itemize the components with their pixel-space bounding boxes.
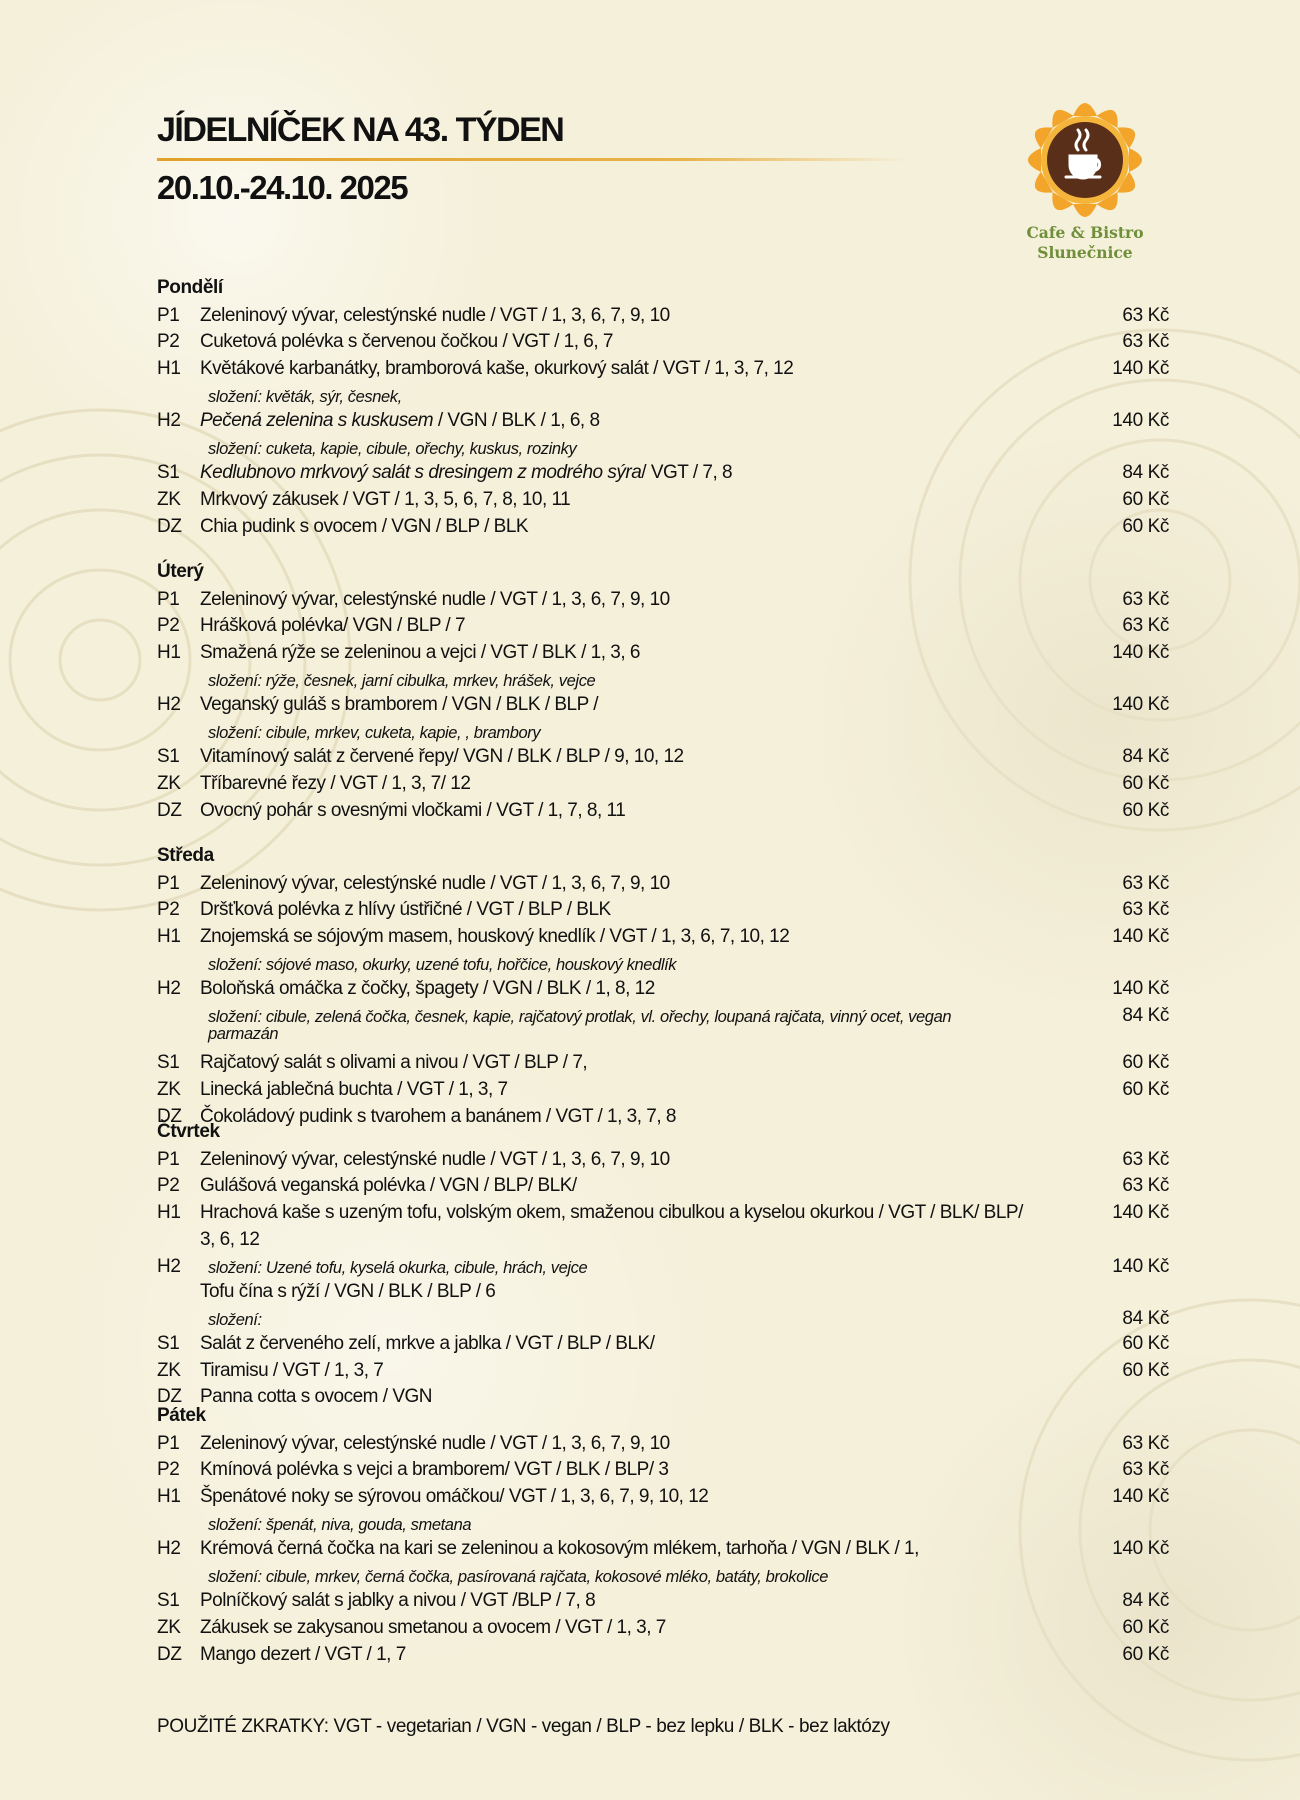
item-price: 60 Kč	[1122, 1078, 1169, 1100]
day-heading: Pátek	[157, 1405, 206, 1426]
dish-ingredients: složení: špenát, niva, gouda, smetana	[208, 1515, 472, 1534]
day-heading: Čtvrtek	[157, 1121, 220, 1142]
item-code: S1	[157, 1052, 180, 1074]
dish-ingredients-continued: parmazán	[208, 1024, 279, 1043]
item-price: 140 Kč	[1112, 358, 1169, 380]
item-price: 63 Kč	[1122, 1148, 1169, 1170]
dish-details: Zeleninový vývar, celestýnské nudle / VGT / 1, 3, 6, 7, 9, 10	[200, 1148, 670, 1170]
dish-details: Veganský guláš s bramborem / VGN / BLK / BLP /	[200, 694, 599, 716]
dish-ingredients: složení: cuketa, kapie, cibule, ořechy, kuskus, rozinky	[208, 439, 577, 458]
dish-ingredients: složení: cibule, mrkev, cuketa, kapie, , brambory	[208, 723, 541, 742]
item-code: H2	[157, 410, 181, 432]
dish-details: Dršťková polévka z hlívy ústřičné / VGT / BLP / BLK	[200, 899, 611, 921]
dish-details: Panna cotta s ovocem / VGN	[200, 1386, 433, 1408]
dish-details: Zákusek se zakysanou smetanou a ovocem / VGT / 1, 3, 7	[200, 1616, 666, 1638]
day-heading: Středa	[157, 845, 214, 866]
item-price: 84 Kč	[1122, 1307, 1169, 1329]
dish-details: Smažená rýže se zeleninou a vejci / VGT / BLK / 1, 3, 6	[200, 642, 640, 664]
item-code: P1	[157, 1432, 180, 1454]
dish-name	[200, 1360, 383, 1382]
item-code: ZK	[157, 488, 181, 510]
menu-date-range: 20.10.-24.10. 2025	[157, 169, 408, 206]
dish-details: Polníčkový salát s jablky a nivou / VGT /BLP / 7, 8	[200, 1590, 596, 1612]
dish-details: Květákové karbanátky, bramborová kaše, okurkový salát / VGT / 1, 3, 7, 12	[200, 358, 794, 380]
dish-details: Krémová černá čočka na kari se zeleninou a kokosovým mlékem, tarhoňa / VGN / BLK / 1,	[200, 1538, 919, 1560]
dish-name	[200, 305, 670, 327]
item-code: P2	[157, 1175, 180, 1197]
item-price: 63 Kč	[1122, 1175, 1169, 1197]
item-code: DZ	[157, 1386, 182, 1408]
item-code: ZK	[157, 1359, 181, 1381]
dish-name	[200, 1106, 676, 1128]
item-code: S1	[157, 1332, 180, 1354]
item-price: 140 Kč	[1112, 1538, 1169, 1560]
item-price: 60 Kč	[1122, 1332, 1169, 1354]
dish-ingredients: složení: cibule, mrkev, černá čočka, pasírovaná rajčata, kokosové mléko, batáty, brokolice	[208, 1567, 829, 1586]
dish-name	[200, 462, 732, 484]
dish-details: Hrášková polévka/ VGN / BLP / 7	[200, 615, 466, 637]
dish-details: Cuketová polévka s červenou čočkou / VGT / 1, 6, 7	[200, 331, 613, 353]
dish-name	[200, 1590, 595, 1612]
item-price: 140 Kč	[1112, 1255, 1169, 1277]
item-code: H1	[157, 1202, 181, 1224]
dish-details: Zeleninový vývar, celestýnské nudle / VGT / 1, 3, 6, 7, 9, 10	[200, 1432, 670, 1454]
item-code: P2	[157, 615, 180, 637]
dish-details: Chia pudink s ovocem / VGN / BLP / BLK	[200, 515, 529, 537]
item-price: 84 Kč	[1122, 1004, 1169, 1026]
dish-details: Špenátové noky se sýrovou omáčkou/ VGT / 1, 3, 6, 7, 9, 10, 12	[200, 1486, 709, 1508]
dish-details: Zeleninový vývar, celestýnské nudle / VGT / 1, 3, 6, 7, 9, 10	[200, 872, 670, 894]
dish-details: Linecká jablečná buchta / VGT / 1, 3, 7	[200, 1078, 508, 1100]
item-price: 60 Kč	[1122, 1643, 1169, 1665]
dish-name	[200, 358, 793, 380]
item-price: 63 Kč	[1122, 331, 1169, 353]
dish-name	[200, 899, 611, 921]
item-code: H2	[157, 694, 181, 716]
dish-name	[200, 410, 600, 432]
item-code: S1	[157, 1590, 180, 1612]
item-price: 140 Kč	[1112, 694, 1169, 716]
dish-name	[200, 589, 670, 611]
dish-name	[200, 1433, 670, 1455]
item-code: DZ	[157, 1105, 182, 1127]
dish-name	[200, 489, 570, 511]
item-price: 84 Kč	[1122, 462, 1169, 484]
item-code: P1	[157, 304, 180, 326]
item-code: H2	[157, 1255, 181, 1277]
item-price: 84 Kč	[1122, 1590, 1169, 1612]
item-code: ZK	[157, 772, 181, 794]
item-price: 140 Kč	[1112, 1202, 1169, 1224]
dish-ingredients: složení: rýže, česnek, jarní cibulka, mrkev, hrášek, vejce	[208, 671, 596, 690]
item-price: 140 Kč	[1112, 926, 1169, 948]
dish-name	[200, 516, 528, 538]
dish-name	[200, 1333, 654, 1355]
dish-details: Zeleninový vývar, celestýnské nudle / VGT / 1, 3, 6, 7, 9, 10	[200, 304, 670, 326]
dish-details: Boloňská omáčka z čočky, špagety / VGN / BLK / 1, 8, 12	[200, 978, 655, 1000]
dish-name	[200, 1052, 587, 1074]
dish-details: Mango dezert / VGT / 1, 7	[200, 1643, 406, 1665]
item-code: ZK	[157, 1616, 181, 1638]
dish-name	[200, 642, 640, 664]
item-price: 140 Kč	[1112, 410, 1169, 432]
dish-name	[200, 746, 684, 768]
dish-details: Rajčatový salát s olivami a nivou / VGT / BLP / 7,	[200, 1052, 588, 1074]
dish-name	[200, 1486, 708, 1508]
dish-details: Mrkvový zákusek / VGT / 1, 3, 5, 6, 7, 8, 10, 11	[200, 488, 571, 510]
day-heading: Úterý	[157, 561, 204, 582]
dish-name	[200, 1617, 666, 1639]
dish-name	[200, 1386, 432, 1408]
item-code: P1	[157, 872, 180, 894]
dish-name	[200, 1079, 508, 1101]
dish-name-continued: 3, 6, 12	[200, 1228, 260, 1250]
dish-name-italic: Kedlubnovo mrkvový salát s dresingem z modrého sýra	[200, 462, 642, 484]
dish-name	[200, 926, 789, 948]
dish-details: Čokoládový pudink s tvarohem a banánem / VGT / 1, 3, 7, 8	[200, 1105, 676, 1127]
dish-details: / VGT / 7, 8	[641, 462, 733, 484]
item-price: 140 Kč	[1112, 1486, 1169, 1508]
dish-ingredients: složení: cibule, zelená čočka, česnek, kapie, rajčatový protlak, vl. ořechy, loupaná rajčata, vinný ocet, vegan	[208, 1007, 952, 1026]
item-code: H1	[157, 1486, 181, 1508]
item-price: 63 Kč	[1122, 872, 1169, 894]
item-price: 63 Kč	[1122, 1459, 1169, 1481]
dish-name	[200, 1281, 495, 1303]
item-code: H1	[157, 358, 181, 380]
item-code: DZ	[157, 515, 182, 537]
dish-details: / VGN / BLK / 1, 6, 8	[433, 410, 600, 432]
dish-details: Tříbarevné řezy / VGT / 1, 3, 7/ 12	[200, 772, 471, 794]
abbreviations-legend: POUŽITÉ ZKRATKY: VGT - vegetarian / VGN - vegan / BLP - bez lepku / BLK - bez laktózy	[157, 1716, 890, 1737]
item-price: 63 Kč	[1122, 615, 1169, 637]
dish-details: Ovocný pohár s ovesnými vločkami / VGT / 1, 7, 8, 11	[200, 799, 626, 821]
dish-ingredients: složení:	[208, 1310, 262, 1329]
dish-details: Gulášová veganská polévka / VGN / BLP/ BLK/	[200, 1175, 577, 1197]
dish-name-italic: Pečená zelenina s kuskusem	[200, 410, 434, 432]
menu-title: JÍDELNÍČEK NA 43. TÝDEN	[157, 111, 564, 149]
item-price: 60 Kč	[1122, 1616, 1169, 1638]
item-price: 140 Kč	[1112, 642, 1169, 664]
item-code: P2	[157, 899, 180, 921]
item-code: DZ	[157, 1643, 182, 1665]
dish-details: Tiramisu / VGT / 1, 3, 7	[200, 1359, 384, 1381]
dish-details: Kmínová polévka s vejci a bramborem/ VGT / BLK / BLP/ 3	[200, 1459, 669, 1481]
dish-name	[200, 773, 470, 795]
item-price: 63 Kč	[1122, 304, 1169, 326]
dish-details: Salát z červeného zelí, mrkve a jablka / VGT / BLP / BLK/	[200, 1332, 655, 1354]
dish-ingredients: složení: sójové maso, okurky, uzené tofu, hořčice, houskový knedlík	[208, 955, 677, 974]
item-code: ZK	[157, 1078, 181, 1100]
dish-name	[200, 1538, 919, 1560]
dish-ingredients: složení: Uzené tofu, kyselá okurka, cibule, hrách, vejce	[208, 1258, 588, 1277]
dish-name	[200, 978, 655, 1000]
item-price: 60 Kč	[1122, 1359, 1169, 1381]
dish-details: Tofu čína s rýží / VGN / BLK / BLP / 6	[200, 1280, 496, 1302]
item-price: 84 Kč	[1122, 746, 1169, 768]
dish-name	[200, 694, 598, 716]
dish-name	[200, 1149, 670, 1171]
item-code: S1	[157, 462, 180, 484]
dish-name	[200, 331, 613, 353]
item-price: 60 Kč	[1122, 772, 1169, 794]
dish-details: Vitamínový salát z červené řepy/ VGN / BLK / BLP / 9, 10, 12	[200, 746, 684, 768]
item-code: H1	[157, 926, 181, 948]
dish-name	[200, 1202, 1023, 1224]
dish-name	[200, 800, 625, 822]
dish-name	[200, 873, 670, 895]
dish-details: Znojemská se sójovým masem, houskový knedlík / VGT / 1, 3, 6, 7, 10, 12	[200, 926, 790, 948]
item-price: 60 Kč	[1122, 515, 1169, 537]
item-price: 60 Kč	[1122, 799, 1169, 821]
item-price: 60 Kč	[1122, 1052, 1169, 1074]
item-price: 63 Kč	[1122, 899, 1169, 921]
logo-line-1: Cafe & Bistro	[1026, 223, 1144, 242]
dish-details: Hrachová kaše s uzeným tofu, volským okem, smaženou cibulkou a kyselou okurkou / VGT / BLK/ BLP/	[200, 1202, 1023, 1224]
item-code: P1	[157, 1148, 180, 1170]
item-code: S1	[157, 746, 180, 768]
item-code: P2	[157, 1459, 180, 1481]
item-price: 63 Kč	[1122, 1432, 1169, 1454]
item-code: DZ	[157, 799, 182, 821]
item-price: 60 Kč	[1122, 488, 1169, 510]
dish-details: Zeleninový vývar, celestýnské nudle / VGT / 1, 3, 6, 7, 9, 10	[200, 588, 670, 610]
item-code: P2	[157, 331, 180, 353]
day-heading: Pondělí	[157, 277, 223, 298]
item-code: H1	[157, 642, 181, 664]
item-price: 63 Kč	[1122, 588, 1169, 610]
dish-name	[200, 1175, 577, 1197]
item-price: 140 Kč	[1112, 978, 1169, 1000]
dish-name	[200, 1459, 668, 1481]
item-code: P1	[157, 588, 180, 610]
dish-ingredients: složení: květák, sýr, česnek,	[208, 387, 402, 406]
dish-name	[200, 615, 465, 637]
item-code: H2	[157, 978, 181, 1000]
dish-name	[200, 1644, 406, 1666]
logo-line-2: Slunečnice	[1037, 243, 1133, 262]
item-code: H2	[157, 1538, 181, 1560]
